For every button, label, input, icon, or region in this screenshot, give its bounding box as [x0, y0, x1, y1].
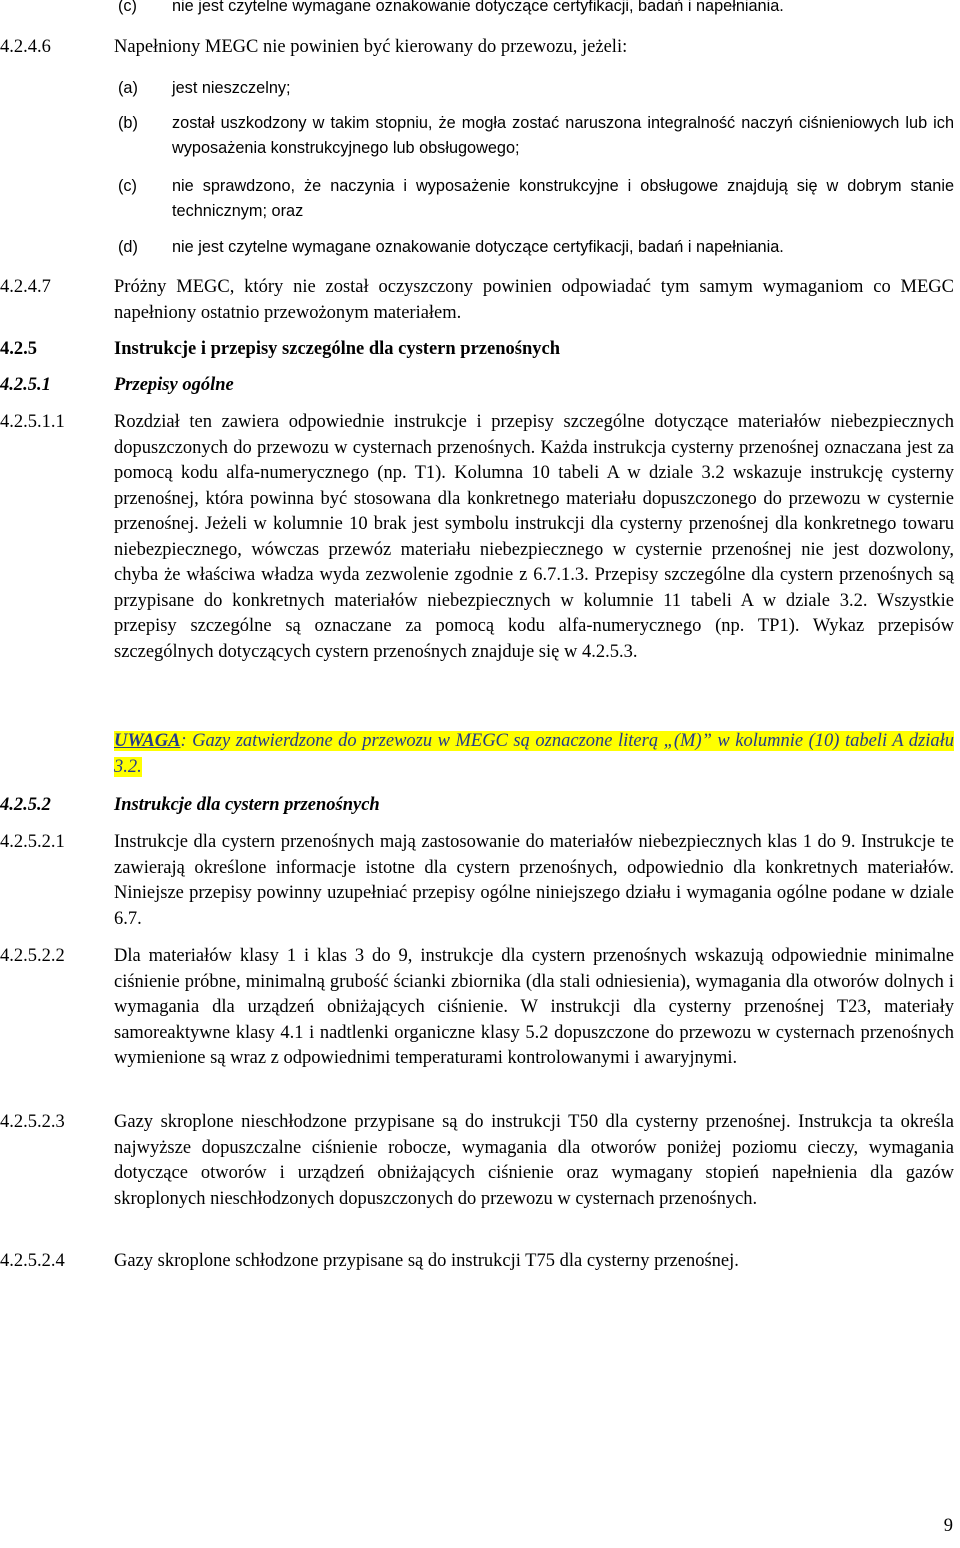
- section-title: Instrukcje i przepisy szczególne dla cystern przenośnych: [114, 339, 561, 359]
- list-marker: (b): [118, 114, 138, 132]
- paragraph-number: 4.2.5.2.3: [0, 1112, 65, 1132]
- numbered-paragraph: [0, 35, 960, 61]
- page-number: 9: [943, 1516, 953, 1536]
- paragraph-number: 4.2.4.7: [0, 277, 51, 297]
- list-item: [0, 0, 960, 20]
- list-marker: (d): [118, 238, 138, 256]
- section-number: 4.2.5.2: [0, 795, 51, 815]
- paragraph-number: 4.2.5.2.1: [0, 832, 65, 852]
- list-item: [0, 76, 960, 102]
- paragraph-number: 4.2.5.2.4: [0, 1251, 65, 1271]
- note-label: UWAGA: [114, 731, 181, 751]
- list-item-text: jest nieszczelny;: [172, 79, 291, 97]
- numbered-paragraph: [0, 275, 960, 327]
- paragraph-text: Gazy skroplone nieschłodzone przypisane są do instrukcji T50 dla cysterny przenośnej. Instrukcja ta określa najwyższe dopuszczalne ciśnienie robocze, wymagania dla otworów poniżej poziomu cieczy, wymagania dotyczące otworów i urządzeń obniżających ciśnienie oraz wymagany stopień napełnienia dla gazów skroplonych nieschłodzonych dopuszczonych do przewozu w cysternach przenośnych.: [114, 1112, 954, 1209]
- list-marker: (c): [118, 0, 137, 15]
- numbered-paragraph: [0, 1249, 960, 1275]
- note-body: : Gazy zatwierdzone do przewozu w MEGC są oznaczone literą „(M)” w kolumnie (10) tabeli A działu 3.2.: [114, 731, 954, 777]
- paragraph-text: Rozdział ten zawiera odpowiednie instrukcje i przepisy szczególne dotyczące materiałów niebezpiecznych dopuszczonych do przewozu w cysternach przenośnych. Każda instrukcja cysterny przenośnej oznaczana jest za pomocą kodu alfa-numerycznego (np. T1). Kolumna 10 tabeli A w dziale 3.2 wskazuje instrukcję cysterny przenośnej, która powinna być stosowana dla konkretnego materiału dopuszczonego do przewozu w cysternie przenośnej. Jeżeli w kolumnie 10 brak jest symbolu instrukcji dla cysterny przenośnej dla konkretnego towaru niebezpiecznego, wówczas przewóz materiału niebezpiecznego w cysternie przenośnej nie jest dozwolony, chyba że właściwa władza wyda zezwolenie zgodnie z 6.7.1.3. Przepisy szczególne dla cystern przenośnych są przypisane do konkretnych materiałów niebezpiecznych w kolumnie 11 tabeli A w dziale 3.2. Wszystkie przepisy szczególne są oznaczane za pomocą kodu alfa-numerycznego (np. TP1). Wykaz przepisów szczególnych dotyczących cystern przenośnych znajduje się w 4.2.5.3.: [114, 412, 954, 662]
- paragraph-number: 4.2.4.6: [0, 37, 51, 57]
- numbered-paragraph: [0, 1110, 960, 1240]
- paragraph-text: Dla materiałów klasy 1 i klas 3 do 9, instrukcje dla cystern przenośnych wskazują odpowiednie minimalne ciśnienie próbne, minimalną grubość ścianki zbiornika (dla stali odniesienia), wymagania dla otworów dolnych i wymagania dla urządzeń obniżających ciśnienie. W instrukcji dla cysterny przenośnej T23, materiały samoreaktywne klasy 4.1 i nadtlenki organiczne klasy 5.2 dopuszczone do przewozu w cysternach przenośnych wymienione są wraz z odpowiednimi temperaturami kontrolowanymi i awaryjnymi.: [114, 946, 954, 1068]
- list-marker: (c): [118, 177, 137, 195]
- numbered-paragraph: [0, 830, 960, 934]
- section-title: Instrukcje dla cystern przenośnych: [114, 795, 380, 815]
- list-item-text: został uszkodzony w takim stopniu, że mogła zostać naruszona integralność naczyń ciśnieniowych lub ich wyposażenia konstrukcyjnego lub obsługowego;: [172, 114, 954, 157]
- paragraph-number: 4.2.5.1.1: [0, 412, 65, 432]
- list-item: [0, 111, 960, 163]
- list-item: [0, 174, 960, 226]
- note-text: [114, 729, 954, 780]
- list-item-text: nie jest czytelne wymagane oznakowanie dotyczące certyfikacji, badań i napełniania.: [172, 238, 784, 256]
- subsection-heading: [0, 373, 960, 399]
- paragraph-text: Gazy skroplone schłodzone przypisane są do instrukcji T75 dla cysterny przenośnej.: [114, 1251, 739, 1271]
- paragraph-text: Próżny MEGC, który nie został oczyszczony powinien odpowiadać tym samym wymaganiom co MEGC napełniony ostatnio przewożonym materiałem.: [114, 277, 954, 323]
- section-number: 4.2.5.1: [0, 375, 51, 395]
- paragraph-number: 4.2.5.2.2: [0, 946, 65, 966]
- section-heading: [0, 337, 960, 363]
- list-item-text: nie jest czytelne wymagane oznakowanie dotyczące certyfikacji, badań i napełniania.: [172, 0, 784, 15]
- numbered-paragraph: [0, 410, 960, 720]
- section-number: 4.2.5: [0, 339, 37, 359]
- paragraph-text: Instrukcje dla cystern przenośnych mają zastosowanie do materiałów niebezpiecznych klas 1 do 9. Instrukcje te zawierają określone informacje istotne dla cystern przenośnych, odpowiednio dla konkretnych materiałów. Niniejsze przepisy powinny uzupełniać przepisy ogólne niniejszego działu i wymagania ogólne podane w dziale 6.7.: [114, 832, 954, 929]
- highlighted-note: [0, 729, 960, 781]
- section-title: Przepisy ogólne: [114, 375, 234, 395]
- list-item-text: nie sprawdzono, że naczynia i wyposażenie konstrukcyjne i obsługowe znajdują się w dobrym stanie technicznym; oraz: [172, 177, 954, 220]
- list-marker: (a): [118, 79, 138, 97]
- list-item: [0, 235, 960, 261]
- paragraph-text: Napełniony MEGC nie powinien być kierowany do przewozu, jeżeli:: [114, 37, 628, 57]
- subsection-heading: [0, 793, 960, 819]
- numbered-paragraph: [0, 944, 960, 1100]
